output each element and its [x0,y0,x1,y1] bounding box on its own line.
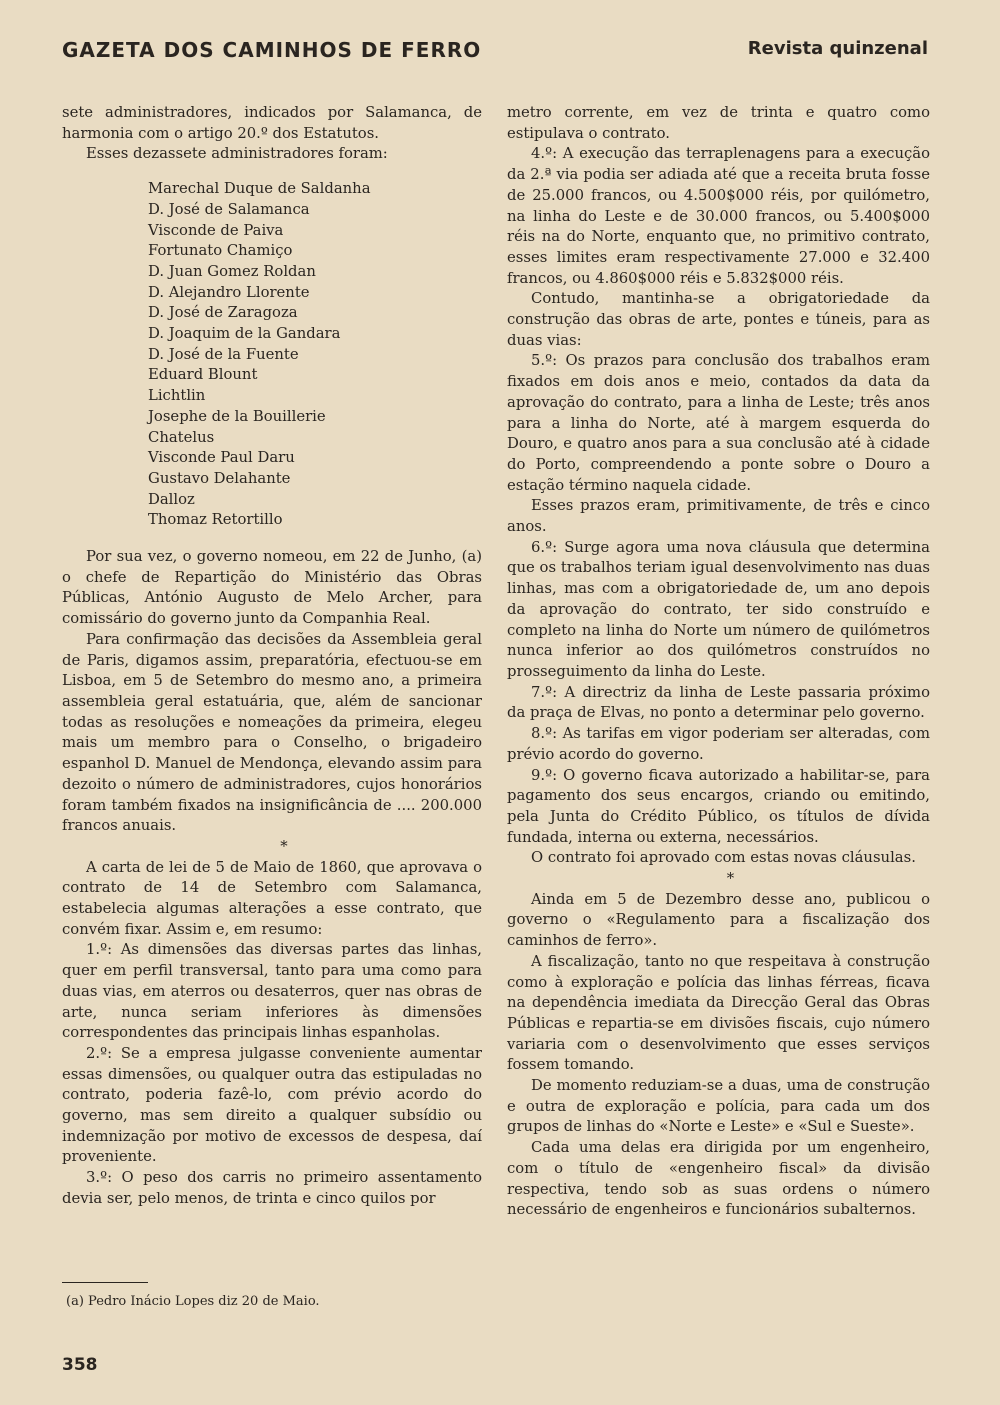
left-column [62,103,482,1210]
paragraph-clause-2: 2.º: Se a empresa julgasse conveniente aumentar essas dimensões, ou qualquer outra das estipuladas no contrato, poderia fazê-lo, com prévio acordo do governo, mas sem direito a qualquer subsídio ou indemnização por motivo de excessos de despesa, daí proveniente. [62,1044,482,1166]
paragraph-dezembro: Ainda em 5 de Dezembro desse ano, publicou o governo o «Regulamento para a fiscalização dos caminhos de ferro». [507,890,930,950]
administrator-name: Gustavo Delahante [148,469,291,487]
administrator-name: D. José de Salamanca [148,200,310,218]
administrator-name: Dalloz [148,490,195,508]
administrator-name: D. José de Zaragoza [148,304,298,322]
paragraph-governo: Por sua vez, o governo nomeou, em 22 de Junho, (a) o chefe de Repartição do Ministério das Obras Públicas, António Augusto de Melo Archer, para comissário do governo junto da Companhia Real. [62,548,482,628]
administrator-name: Thomaz Retortillo [148,511,283,529]
paragraph-cada: Cada uma delas era dirigida por um engenheiro, com o título de «engenheiro fiscal» da divisão respectiva, tendo sob as suas ordens o número necessário de engenheiros e funcionários subalternos. [507,1139,930,1219]
paragraph-confirmacao: Para confirmação das decisões da Assembleia geral de Paris, digamos assim, preparatória, efectuou-se em Lisboa, em 5 de Setembro do mesmo ano, a primeira assembleia geral estatuária, que, além de sancionar todas as resoluções e nomeações da primeira, elegeu mais um membro para o Conselho, o brigadeiro espanhol D. Manuel de Mendonça, elevando assim para dezoito o número de administradores, cujos honorários foram também fixados na insignificância de .... 200.000 francos anuais. [62,630,482,835]
running-title: GAZETA DOS CAMINHOS DE FERRO [62,38,482,62]
administrator-name: Visconde Paul Daru [148,449,295,467]
administrator-name: Visconde de Paiva [148,221,284,239]
administrator-name: D. Juan Gomez Roldan [148,262,316,280]
paragraph-aprovado: O contrato foi aprovado com estas novas cláusulas. [531,849,916,867]
paragraph-clause-4: 4.º: A execução das terraplenagens para a execução da 2.ª via podia ser adiada até que a receita bruta fosse de 25.000 francos, ou 4.500$000 réis, por quilómetro, na linha do Leste e de 30.000 francos, ou 5.400$000 réis na do Norte, enquanto que, no primitivo contrato, esses limites eram respectivamente 27.000 e 32.400 francos, ou 4.860$000 réis e 5.832$000 réis. [507,145,930,287]
paragraph-momento: De momento reduziam-se a duas, uma de construção e outra de exploração e polícia, para cada um dos grupos de linhas do «Norte e Leste» e «Sul e Sueste». [507,1077,930,1136]
paragraph-continuation: metro corrente, em vez de trinta e quatro como estipulava o contrato. [507,104,930,142]
paragraph-clause-8: 8.º: As tarifas em vigor poderiam ser alteradas, com prévio acordo do governo. [507,725,930,763]
footnote: (a) Pedro Inácio Lopes diz 20 de Maio. [66,1294,320,1309]
administrator-name: Lichtlin [148,387,206,405]
paragraph-carta: A carta de lei de 5 de Maio de 1860, que aprovava o contrato de 14 de Setembro com Salamanca, estabelecia algumas alterações a esse contrato, que convém fixar. Assim e, em resumo: [62,858,482,938]
paragraph-clause-7: 7.º: A directriz da linha de Leste passaria próximo da praça de Elvas, no ponto a determinar pelo governo. [507,683,930,722]
administrator-name: Josephe de la Bouillerie [148,407,326,425]
paragraph-clause-3: 3.º: O peso dos carris no primeiro assentamento devia ser, pelo menos, de trinta e cinco quilos por [62,1169,482,1207]
running-subtitle: Revista quinzenal [747,38,928,59]
paragraph-fiscalizacao: A fiscalização, tanto no que respeitava à construção como à exploração e polícia das linhas férreas, ficava na dependência imediata da Direcção Geral das Obras Públicas e repartia-se em divisões fiscais, cujo número variaria com o desenvolvimento que esses serviços fossem tomando. [507,952,930,1074]
section-separator: * [280,837,288,855]
paragraph-intro: sete administradores, indicados por Salamanca, de harmonia com o artigo 20.º dos Estatutos. [62,104,482,142]
paragraph-clause-1: 1.º: As dimensões das diversas partes das linhas, quer em perfil transversal, tanto para uma como para duas vias, em aterros ou desaterros, quer nas obras de arte, nunca seriam inferiores às dimensões correspondentes das principais linhas espanholas. [62,941,482,1042]
administrator-name: Marechal Duque de Saldanha [148,180,371,198]
page-number: 358 [62,1355,98,1375]
paragraph-clause-5: 5.º: Os prazos para conclusão dos trabalhos eram fixados em dois anos e meio, contados da data da aprovação do contrato, para a linha de Leste; três anos para a linha do Norte, até à margem esquerda do Douro, e quatro anos para a sua conclusão até à cidade do Porto, compreendendo a ponte sobre o Douro a estação término naquela cidade. [507,352,930,494]
paragraph-prazos: Esses prazos eram, primitivamente, de três e cinco anos. [507,497,930,536]
administrator-name: Chatelus [148,428,215,446]
section-separator: * [726,870,735,888]
administrator-name: D. José de la Fuente [148,345,299,363]
paragraph-esses: Esses dezassete administradores foram: [86,145,388,163]
paragraph-clause-6: 6.º: Surge agora uma nova cláusula que determina que os trabalhos teriam igual desenvolvimento nas duas linhas, mas com a obrigatoriedade de, um ano depois da aprovação do contrato, ter sido construído e completo na linha do Norte um número de quilómetros nunca inferior ao dos quilómetros construídos no prosseguimento da linha do Leste. [507,538,930,680]
administrator-name: D. Alejandro Llorente [148,283,310,301]
administrator-name: Eduard Blount [148,366,258,384]
right-column [507,103,930,1221]
footnote-divider [62,1282,148,1283]
paragraph-clause-9: 9.º: O governo ficava autorizado a habilitar-se, para pagamento dos seus encargos, criando ou emitindo, pela Junta do Crédito Público, os títulos de dívida fundada, interna ou externa, necessários. [507,766,930,846]
paragraph-contudo: Contudo, mantinha-se a obrigatoriedade da construção das obras de arte, pontes e túneis, para as duas vias: [507,290,930,349]
administrators-list [148,179,482,531]
administrator-name: D. Joaquim de la Gandara [148,325,341,343]
administrator-name: Fortunato Chamiço [148,242,293,260]
